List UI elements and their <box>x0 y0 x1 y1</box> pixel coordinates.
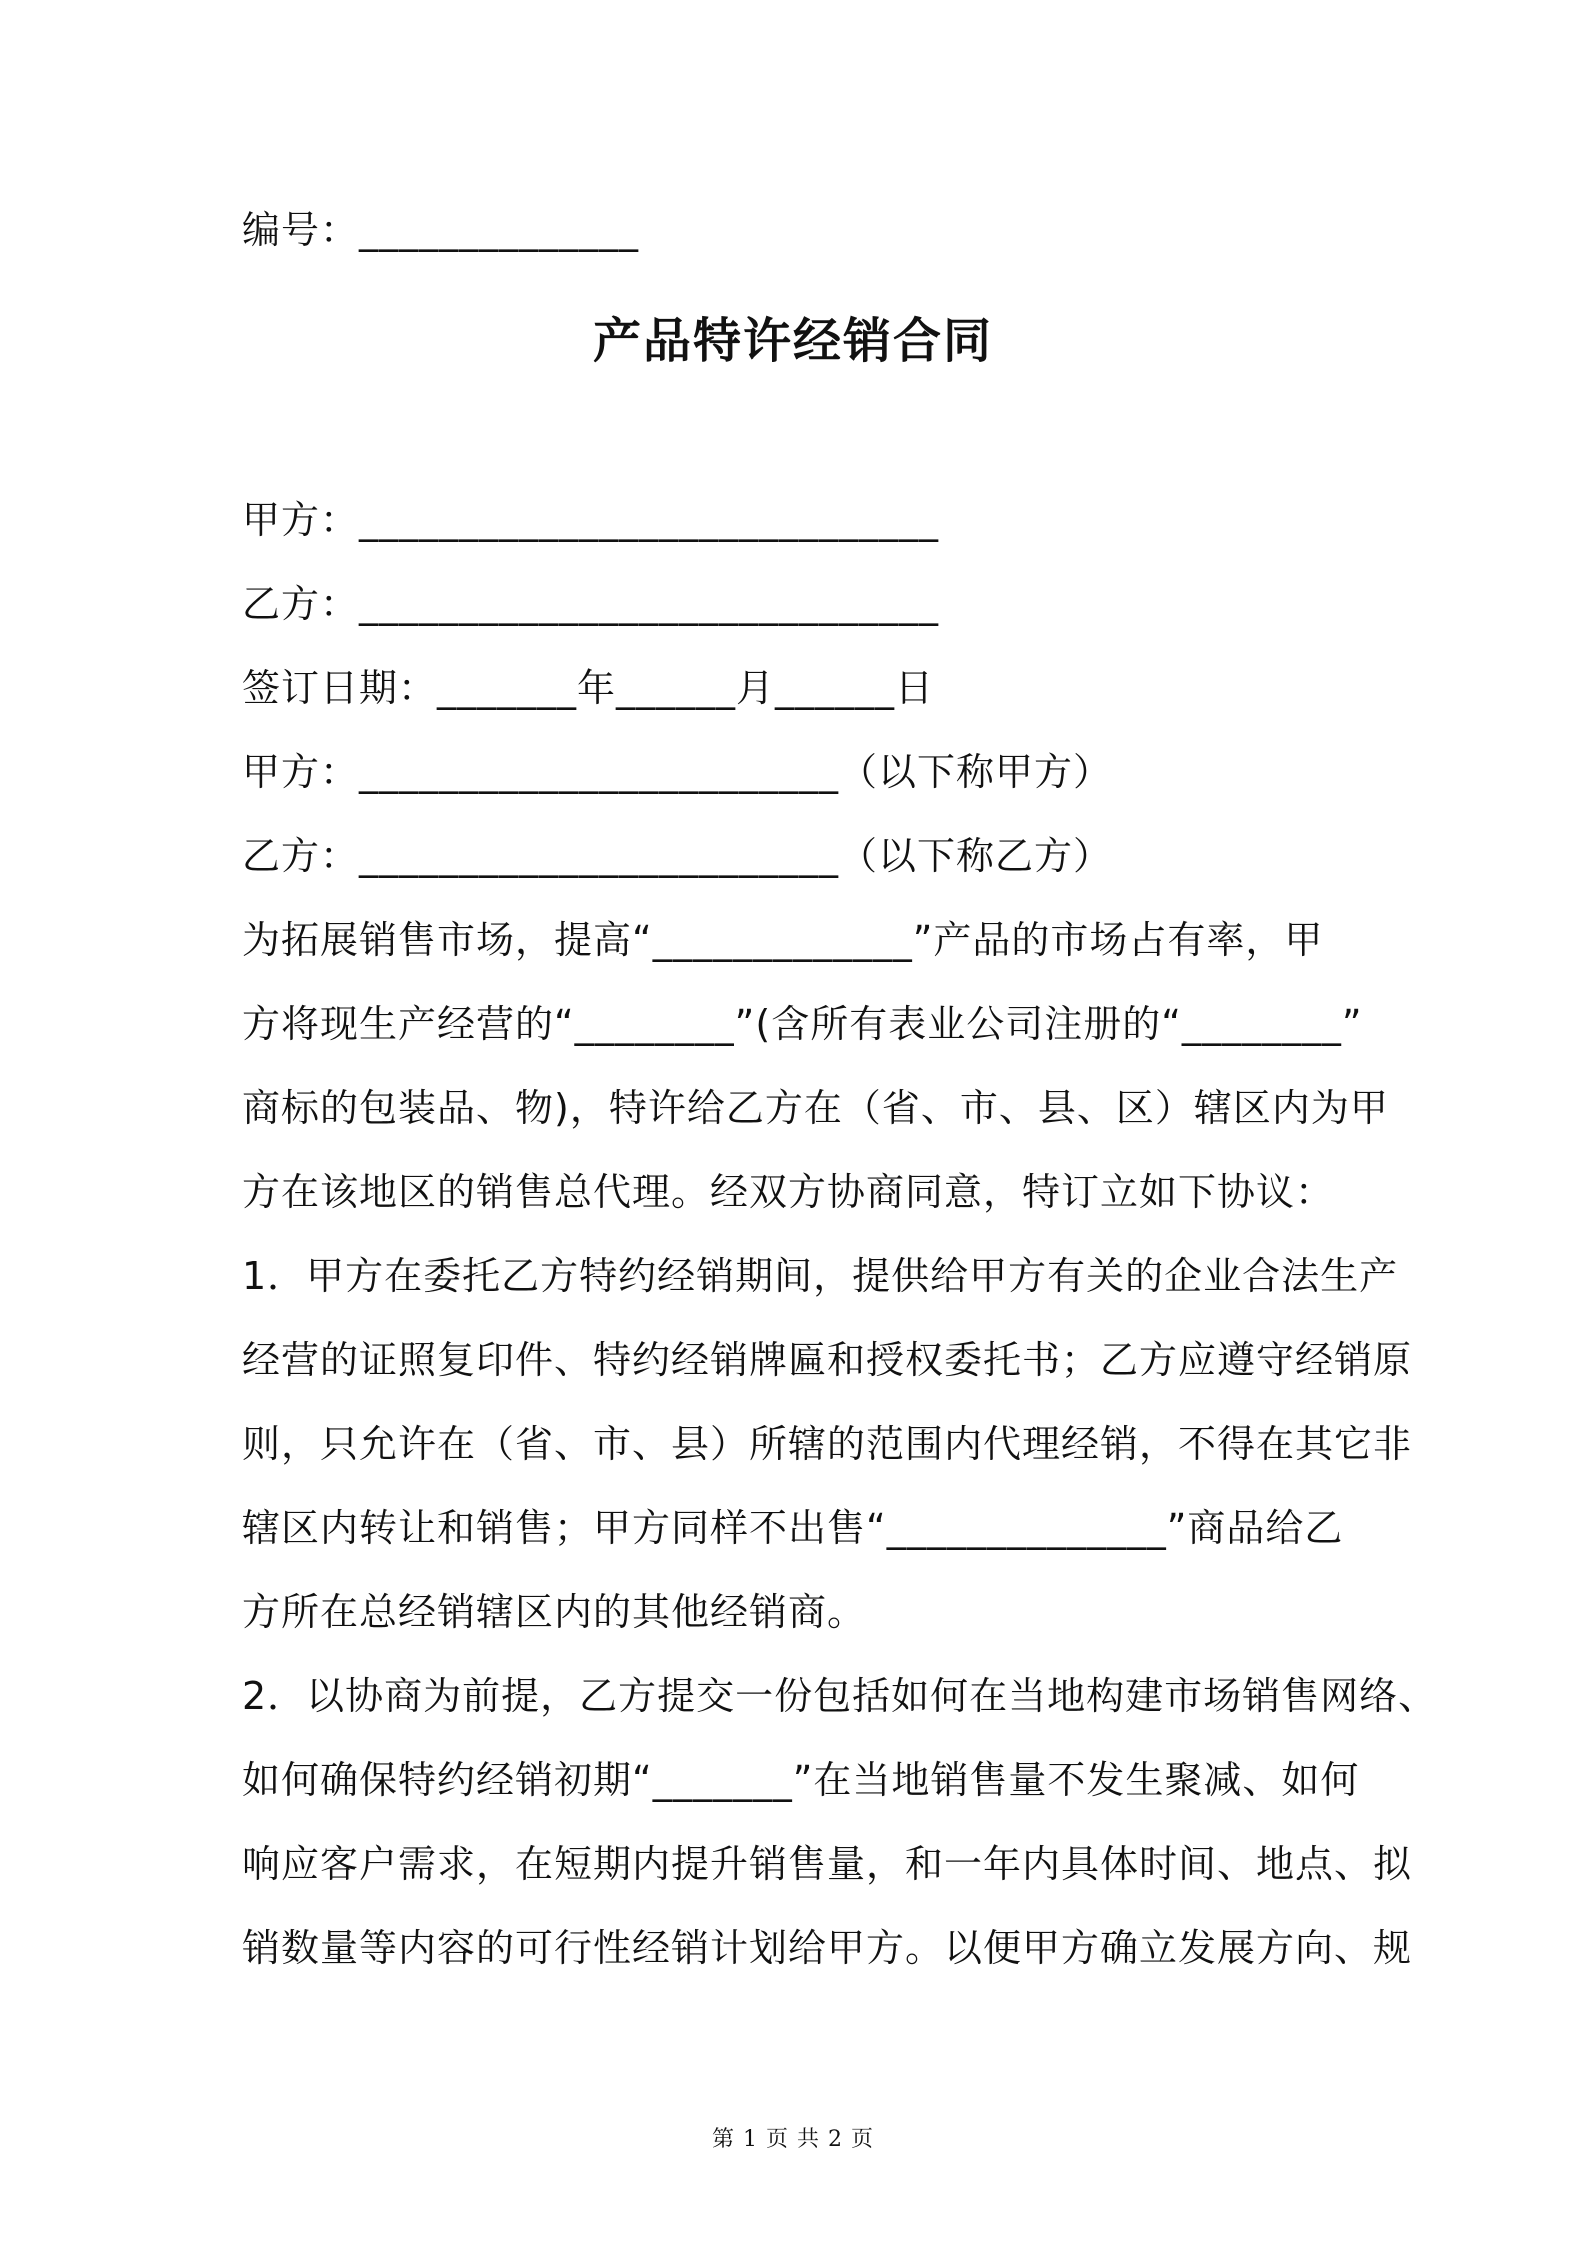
body-text-line: 方在该地区的销售总代理。经双方协商同意，特订立如下协议： <box>242 1170 1335 1214</box>
party-b-line: 乙方：_____________________________ <box>242 582 940 626</box>
body-text-line: 方将现生产经营的“________”(含所有表业公司注册的“________” <box>242 1002 1363 1046</box>
clause-1-line: 方所在总经销辖区内的其他经销商。 <box>242 1590 867 1634</box>
party-a-line: 甲方：_____________________________ <box>242 498 940 542</box>
clause-2-line: 销数量等内容的可行性经销计划给甲方。以便甲方确立发展方向、规 <box>242 1926 1413 1970</box>
clause-1-line: 辖区内转让和销售；甲方同样不出售“______________”商品给乙 <box>242 1506 1344 1550</box>
body-text-line: 为拓展销售市场，提高“_____________”产品的市场占有率，甲 <box>242 918 1324 962</box>
clause-1-line: 1．甲方在委托乙方特约经销期间，提供给甲方有关的企业合法生产 <box>242 1254 1399 1298</box>
clause-1-line: 经营的证照复印件、特约经销牌匾和授权委托书；乙方应遵守经销原 <box>242 1338 1413 1382</box>
body-text-line: 商标的包装品、物)，特许给乙方在（省、市、县、区）辖区内为甲 <box>242 1086 1389 1130</box>
contract-number-line: 编号：______________ <box>242 208 640 252</box>
party-a-alias-line: 甲方：________________________（以下称甲方） <box>242 750 1113 794</box>
party-b-alias-line: 乙方：________________________（以下称乙方） <box>242 834 1113 878</box>
sign-date-line: 签订日期：_______年______月______日 <box>242 666 935 710</box>
document-title: 产品特许经销合同 <box>592 313 993 369</box>
clause-2-line: 响应客户需求，在短期内提升销售量，和一年内具体时间、地点、拟 <box>242 1842 1413 1886</box>
clause-2-line: 2．以协商为前提，乙方提交一份包括如何在当地构建市场销售网络、 <box>242 1674 1438 1718</box>
clause-1-line: 则，只允许在（省、市、县）所辖的范围内代理经销，不得在其它非 <box>242 1422 1413 1466</box>
clause-2-line: 如何确保特约经销初期“_______”在当地销售量不发生聚减、如何 <box>242 1758 1360 1802</box>
page-footer: 第 1 页 共 2 页 <box>712 2127 874 2152</box>
